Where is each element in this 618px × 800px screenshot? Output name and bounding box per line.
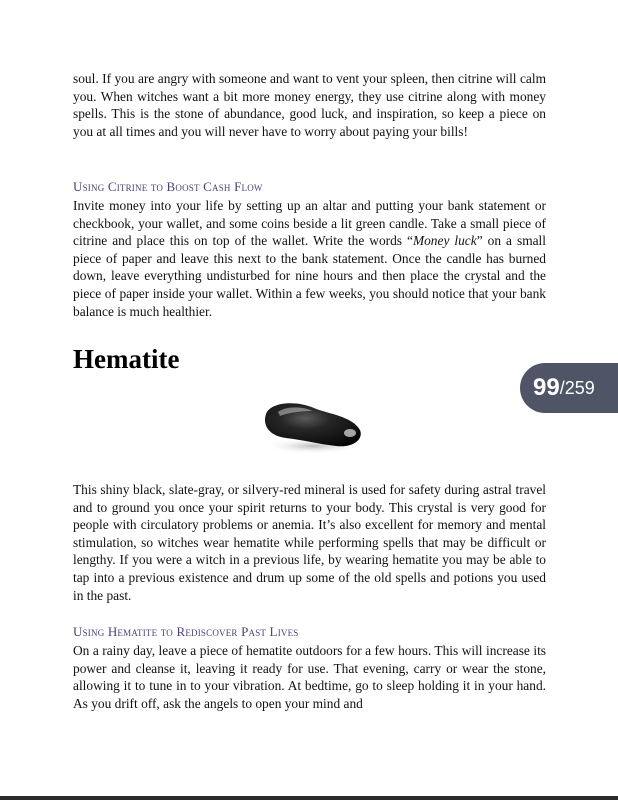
hematite-description: This shiny black, slate-gray, or silvery-red mineral is used for safety during astral travel and to ground you once your spirit returns to your body. This crystal is very good for people with circulatory problems or anemia. It’s also excellent for memory and mental stimulation, so witches wear hematite while performing spells that may be difficult or lengthy. If you were a witch in a previous life, by wearing hematite you may be able to tap into a previous existence and drum up some of the old spells and potions you used in the past.: [73, 482, 546, 603]
citrine-spell-text-before: Invite money into your life by setting up an altar and putting your bank statement or checkbook, your wallet, and some coins beside a lit green candle. Take a small piece of citrine and place this on top of the wallet. Write the words “: [73, 198, 546, 249]
hematite-spell-heading: Using Hematite to Rediscover Past Lives: [73, 624, 299, 639]
hematite-spell-paragraph: On a rainy day, leave a piece of hematite outdoors for a few hours. This will increase its power and cleanse it, leaving it ready for use. That evening, carry or wear the stone, allowing it to tune in to your vibration. At bedtime, go to sleep holding it in your hand. As you drift off, ask the angels to open your mind and: [73, 643, 546, 711]
hematite-stone-image: [256, 396, 368, 456]
page-total: 259: [564, 377, 595, 398]
hematite-title: Hematite: [73, 344, 180, 374]
citrine-spell-text-after: ” on a small piece of paper and leave this next to the bank statement. Once the candle has burned down, leave everything undisturbed for nine hours and then place the crystal and the piece of paper inside your wallet. Within a few weeks, you should notice that your bank balance is much healthier.: [73, 233, 546, 319]
bottom-border: [0, 796, 618, 800]
citrine-spell-words: Money luck: [412, 233, 477, 249]
page-current: 99: [533, 374, 560, 401]
page-separator: /: [559, 377, 565, 398]
citrine-spell-heading: Using Citrine to Boost Cash Flow: [73, 179, 263, 194]
citrine-spell-paragraph: [73, 197, 546, 320]
citrine-intro-paragraph: soul. If you are angry with someone and want to vent your spleen, then citrine will calm you. When witches want a bit more money energy, they use citrine along with money spells. This is the stone of abundance, good luck, and inspiration, so keep a piece on you at all times and you will never have to worry about paying your bills!: [73, 71, 546, 139]
page-number-badge: [520, 363, 618, 413]
